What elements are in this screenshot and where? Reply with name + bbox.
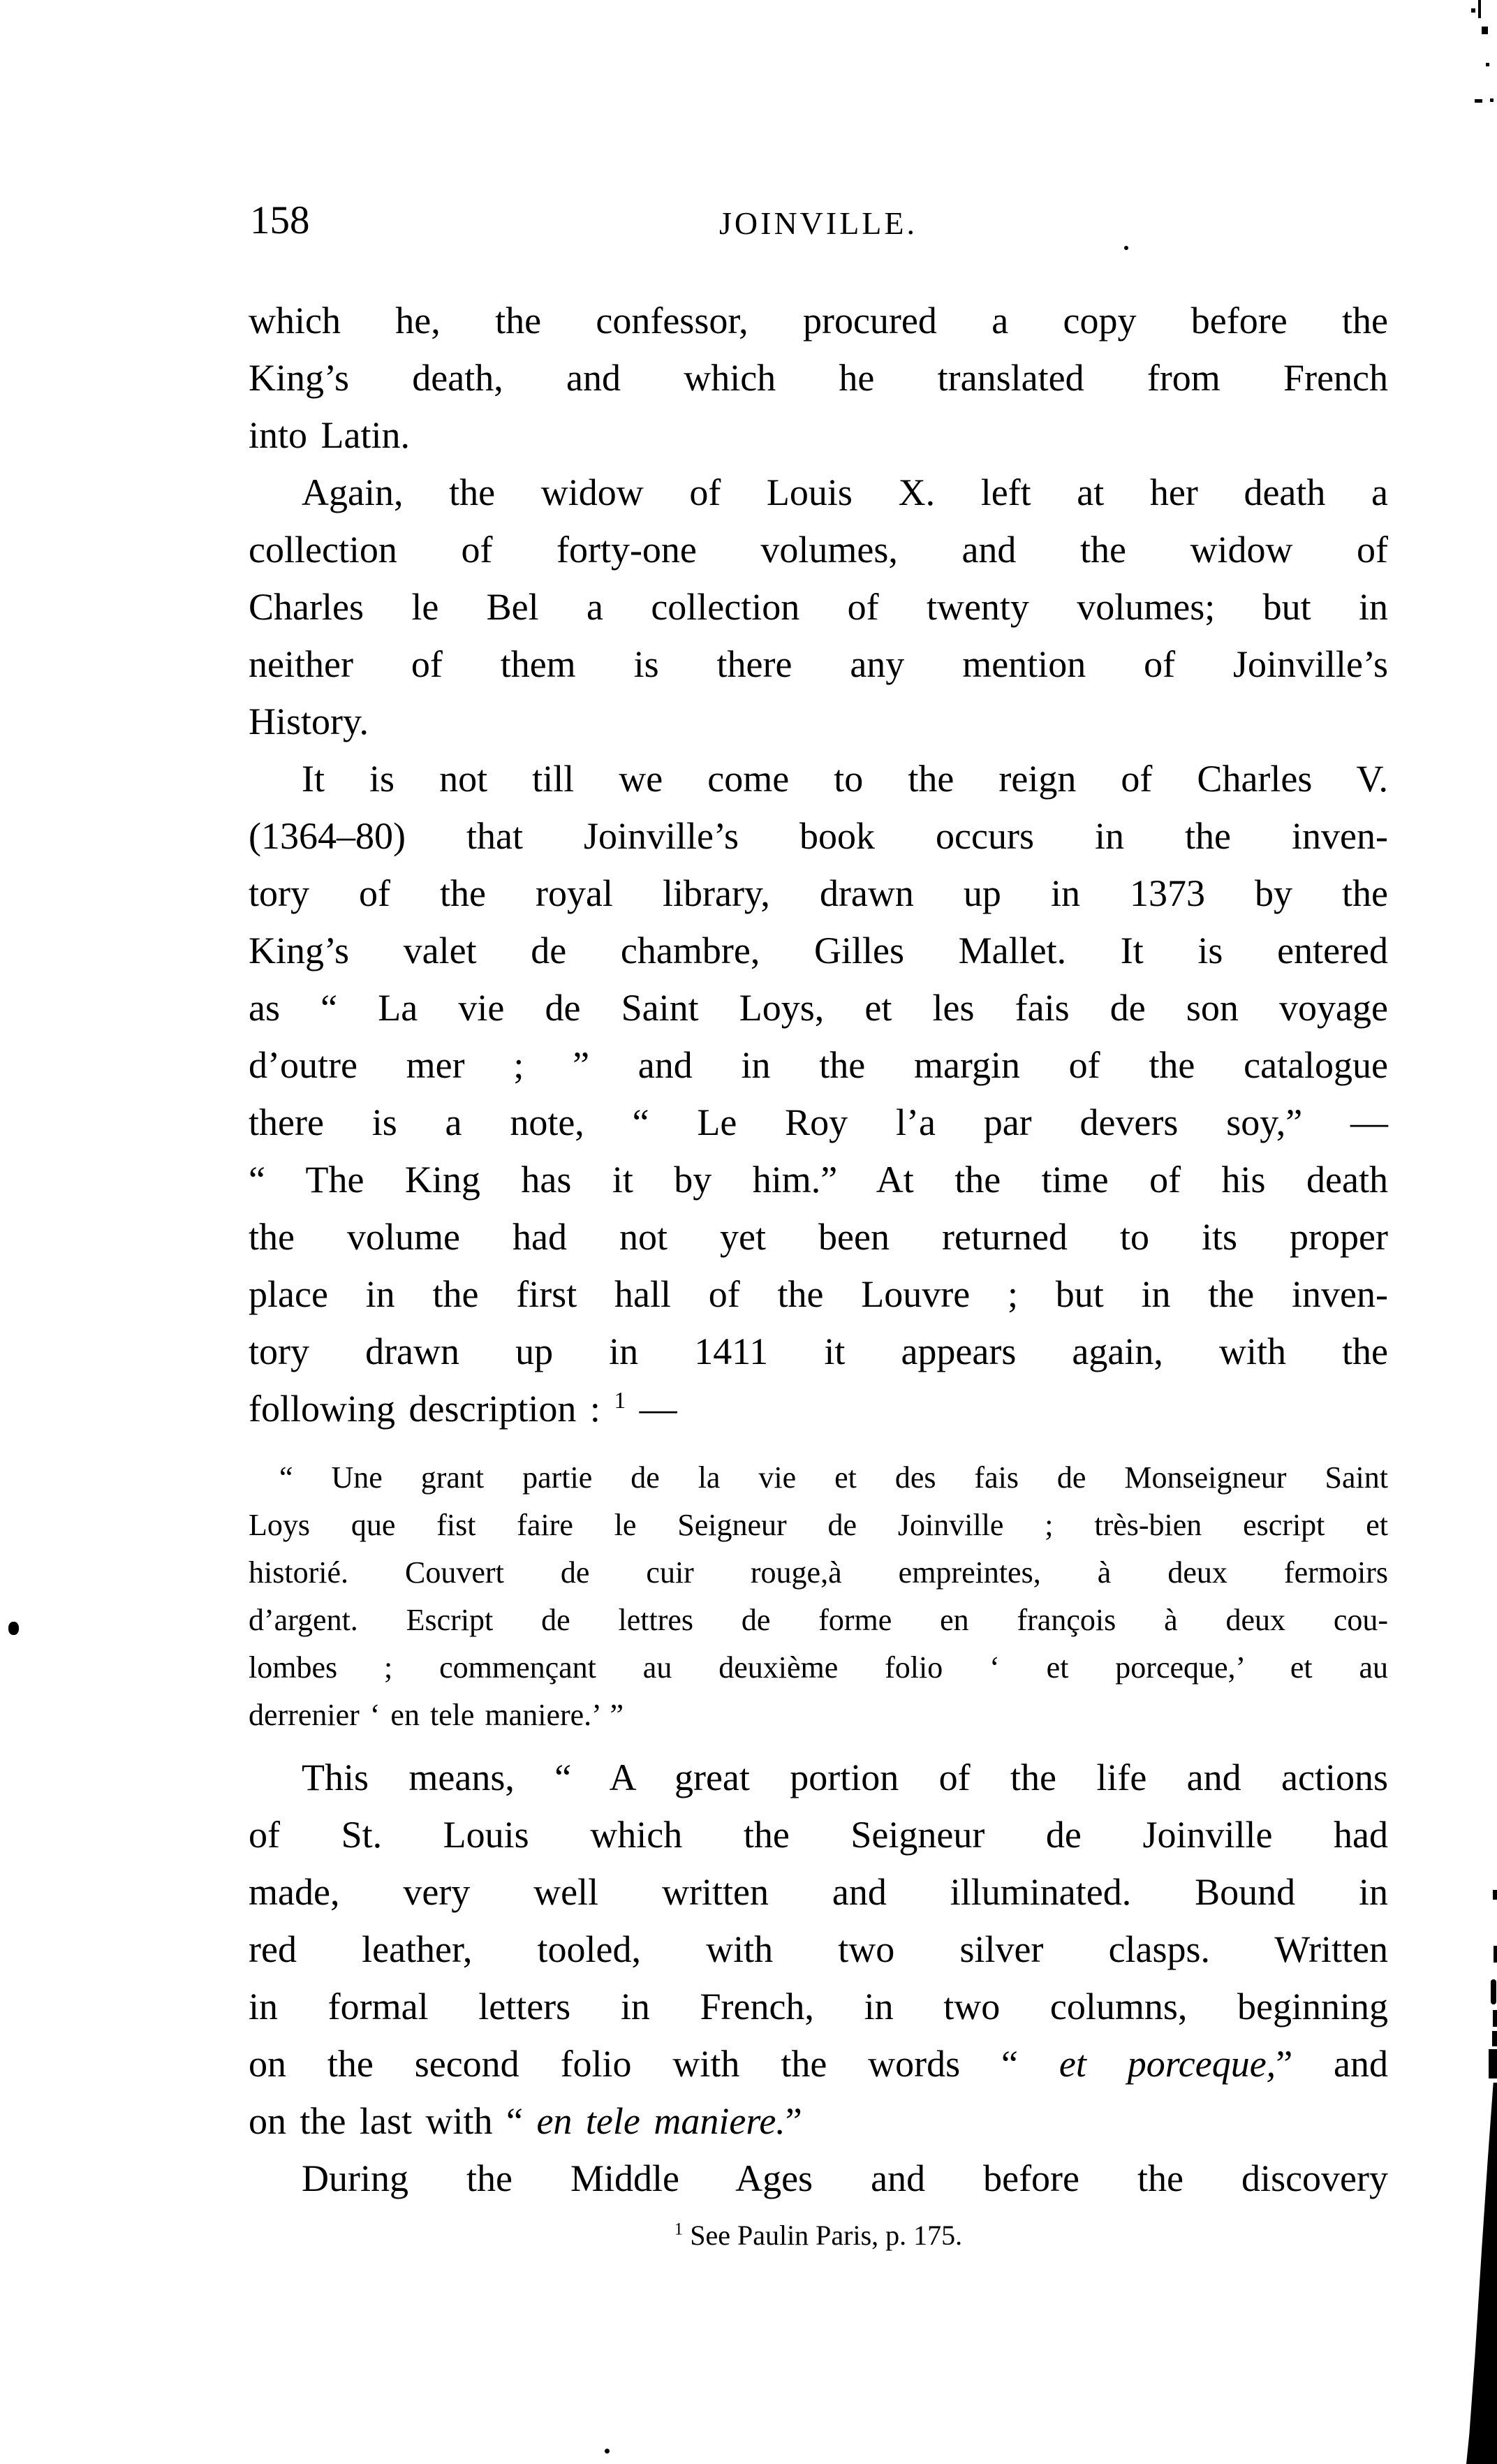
text-line: collection of forty-one volumes, and the widow of	[249, 529, 1388, 571]
text-line: tory drawn up in 1411 it appears again, with the	[249, 1330, 1388, 1372]
scan-speck	[1482, 27, 1488, 34]
text-segment: —	[626, 1388, 677, 1430]
text-segment: following description :	[249, 1388, 614, 1430]
text-line: History.	[249, 701, 369, 742]
text-line: there is a note, “ Le Roy l’a par devers soy,” —	[249, 1101, 1388, 1143]
text-line	[249, 1380, 1388, 1437]
scan-blob	[1466, 2083, 1497, 2464]
text-line: (1364–80) that Joinville’s book occurs in the inven-	[249, 815, 1388, 857]
text-line: place in the first hall of the Louvre ; but in the inven-	[249, 1273, 1388, 1315]
text-line: Charles le Bel a collection of twenty volumes; but in	[249, 586, 1388, 628]
text-segment: on the second folio with the words “	[249, 2043, 1059, 2085]
italic-text: en tele maniere.	[536, 2100, 786, 2142]
footnote	[249, 2218, 1388, 2253]
text-line: historié. Couvert de cuir rouge,à empreintes, à deux fermoirs	[249, 1555, 1388, 1590]
scan-edge-dash	[1491, 1979, 1496, 2004]
text-line: of St. Louis which the Seigneur de Joinville had	[249, 1814, 1388, 1856]
running-title: JOINVILLE.	[719, 205, 917, 241]
text-line: the volume had not yet been returned to its proper	[249, 1216, 1388, 1258]
footnote-text: See Paulin Paris, p. 175.	[690, 2220, 963, 2251]
scan-speck	[1475, 99, 1482, 103]
scan-speck	[1490, 98, 1494, 102]
paragraph-translation	[249, 1749, 1388, 2150]
scan-edge-dash	[1494, 1946, 1497, 1963]
text-line	[249, 2092, 1388, 2150]
text-segment: on the last with “	[249, 2100, 537, 2142]
footnote-marker: 1	[674, 2220, 684, 2239]
text-line: “ The King has it by him.” At the time of his death	[249, 1159, 1388, 1201]
text-line: This means, “ A great portion of the life and actions	[302, 1757, 1388, 1798]
text-line: Again, the widow of Louis X. left at her death a	[302, 471, 1388, 513]
text-line: lombes ; commençant au deuxième folio ‘ et porceque,’ et au	[249, 1650, 1388, 1685]
text-line: Loys que fist faire le Seigneur de Joinville ; très-bien escript et	[249, 1508, 1388, 1542]
blockquote-inventory-description	[249, 1454, 1388, 1739]
scan-edge-dash	[1493, 2010, 1497, 2027]
scan-speck	[1124, 246, 1128, 250]
text-line: neither of them is there any mention of Joinville’s	[249, 643, 1388, 685]
text-line: red leather, tooled, with two silver clasps. Written	[249, 1928, 1388, 1970]
text-line: derrenier ‘ en tele maniere.’ ”	[249, 1698, 624, 1732]
scan-edge-dash	[1492, 2031, 1497, 2046]
scan-edge-dash	[1489, 2049, 1497, 2078]
paragraph-middle-ages	[249, 2150, 1388, 2207]
page-header	[249, 200, 1388, 243]
text-line: During the Middle Ages and before the discovery	[302, 2157, 1388, 2199]
text-line: in formal letters in French, in two columns, beginning	[249, 1986, 1388, 2027]
text-block	[249, 292, 1388, 2253]
scan-speck	[1471, 8, 1475, 13]
text-line: King’s death, and which he translated from French	[249, 357, 1388, 399]
text-line: “ Une grant partie de la vie et des fais de Monseigneur Saint	[279, 1460, 1388, 1495]
text-line: tory of the royal library, drawn up in 1373 by the	[249, 872, 1388, 914]
text-segment: ”	[785, 2100, 802, 2142]
text-line: made, very well written and illuminated. Bound in	[249, 1871, 1388, 1913]
paragraph-continuation	[249, 292, 1388, 464]
footnote-marker: 1	[614, 1388, 626, 1414]
scan-speck	[605, 2449, 610, 2454]
text-line: into Latin.	[249, 414, 410, 456]
text-line: d’outre mer ; ” and in the margin of the catalogue	[249, 1044, 1388, 1086]
italic-text: et porceque,	[1059, 2043, 1276, 2085]
paragraph-widows	[249, 464, 1388, 750]
text-segment: ” and	[1276, 2043, 1389, 2085]
paragraph-charles-v	[249, 750, 1388, 1437]
page-number: 158	[250, 198, 310, 242]
scan-speck	[8, 1622, 19, 1635]
scan-edge-dash	[1493, 1890, 1497, 1900]
scan-speck	[1478, 0, 1481, 18]
scan-speck	[1486, 63, 1489, 66]
text-line: d’argent. Escript de lettres de forme en françois à deux cou-	[249, 1603, 1388, 1637]
text-line	[249, 2035, 1388, 2092]
text-line: as “ La vie de Saint Loys, et les fais de son voyage	[249, 987, 1388, 1029]
text-line: King’s valet de chambre, Gilles Mallet. It is entered	[249, 930, 1388, 971]
text-line: which he, the confessor, procured a copy before the	[249, 300, 1388, 342]
text-line: It is not till we come to the reign of Charles V.	[302, 758, 1388, 800]
